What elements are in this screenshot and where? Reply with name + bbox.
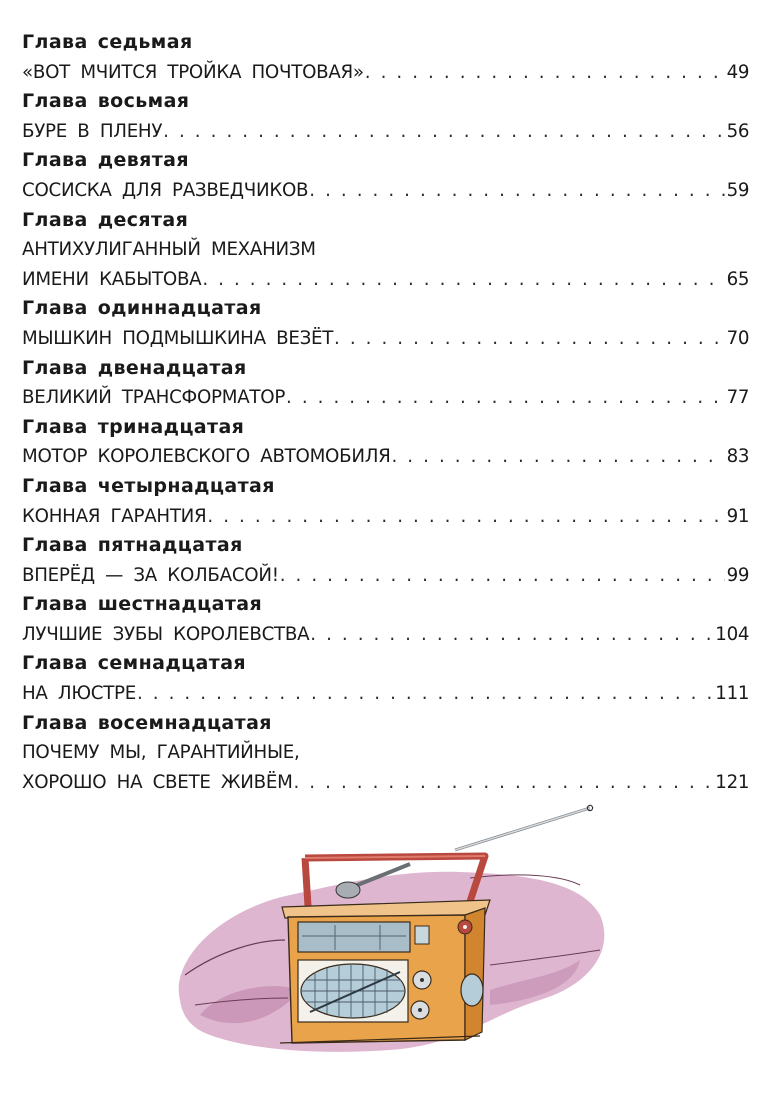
chapter-title-line (22, 620, 749, 650)
chapter-title-line (22, 58, 749, 88)
dot-leader (309, 176, 724, 206)
dot-leader (310, 620, 713, 650)
chapter-heading: Глава пятнадцатая (22, 534, 243, 557)
chapter-title: ПОЧЕМУ МЫ, ГАРАНТИЙНЫЕ, (22, 741, 300, 764)
chapter-heading: Глава шестнадцатая (22, 593, 263, 616)
chapter-title-continued: ХОРОШО НА СВЕТЕ ЖИВЁМ (22, 770, 293, 793)
chapter-title-line (22, 502, 749, 532)
toc-entry-chapter-17[interactable] (22, 649, 749, 708)
chapter-heading: Глава четырнадцатая (22, 474, 275, 497)
chapter-title-line (22, 679, 749, 709)
dot-leader (286, 383, 725, 413)
chapter-title: «ВОТ МЧИТСЯ ТРОЙКА ПОЧТОВАЯ» (22, 60, 364, 83)
table-of-contents (22, 28, 749, 797)
toc-entry-chapter-18[interactable] (22, 709, 749, 798)
toc-entry-chapter-15[interactable] (22, 531, 749, 590)
page-number: 83 (726, 445, 750, 468)
dot-leader (280, 561, 725, 591)
chapter-title-line (22, 738, 749, 768)
chapter-heading: Глава тринадцатая (22, 415, 245, 438)
toc-entry-chapter-9[interactable] (22, 146, 749, 205)
page-number: 59 (726, 178, 750, 201)
page-number: 56 (726, 119, 750, 142)
page-number: 111 (715, 682, 750, 705)
chapter-title: МОТОР КОРОЛЕВСКОГО АВТОМОБИЛЯ (22, 445, 391, 468)
chapter-title: БУРЕ В ПЛЕНУ (22, 119, 163, 142)
chapter-heading: Глава двенадцатая (22, 356, 247, 379)
chapter-heading: Глава восемнадцатая (22, 711, 272, 734)
toc-entry-chapter-7[interactable] (22, 28, 749, 87)
chapter-title-line (22, 265, 749, 295)
chapter-title-line (22, 561, 749, 591)
chapter-heading: Глава седьмая (22, 31, 193, 53)
chapter-title: ЛУЧШИЕ ЗУБЫ КОРОЛЕВСТВА (22, 622, 310, 645)
page-number: 65 (726, 267, 750, 290)
chapter-heading: Глава восьмая (22, 90, 190, 113)
page-number: 91 (726, 504, 750, 527)
chapter-title-line (22, 324, 749, 354)
chapter-title-line (22, 442, 749, 472)
toc-entry-chapter-12[interactable] (22, 354, 749, 413)
chapter-title: СОСИСКА ДЛЯ РАЗВЕДЧИКОВ (22, 178, 309, 201)
page-number: 104 (715, 622, 750, 645)
dot-leader (207, 502, 724, 532)
radio-illustration (160, 800, 620, 1090)
chapter-heading: Глава одиннадцатая (22, 297, 262, 320)
chapter-heading: Глава десятая (22, 208, 189, 231)
toc-entry-chapter-14[interactable] (22, 472, 749, 531)
dot-leader (293, 768, 713, 798)
dot-leader (365, 58, 725, 88)
chapter-heading: Глава девятая (22, 149, 189, 172)
chapter-title-continued: ИМЕНИ КАБЫТОВА (22, 267, 202, 290)
page-number: 99 (726, 563, 750, 586)
page-number: 70 (726, 326, 750, 349)
chapter-title-line (22, 176, 749, 206)
dot-leader (163, 117, 725, 147)
dot-leader (202, 265, 724, 295)
dot-leader (334, 324, 725, 354)
chapter-heading: Глава семнадцатая (22, 652, 247, 675)
chapter-title: МЫШКИН ПОДМЫШКИНА ВЕЗЁТ (22, 326, 334, 349)
chapter-title-line (22, 383, 749, 413)
toc-entry-chapter-11[interactable] (22, 294, 749, 353)
toc-entry-chapter-8[interactable] (22, 87, 749, 146)
chapter-title: ВЕЛИКИЙ ТРАНСФОРМАТОР (22, 386, 286, 409)
dot-leader (391, 442, 724, 472)
chapter-title: ВПЕРЁД — ЗА КОЛБАСОЙ! (22, 563, 279, 586)
radio-icon (160, 800, 620, 1090)
dot-leader (137, 679, 713, 709)
chapter-title-line (22, 768, 749, 798)
page-number: 49 (726, 60, 750, 83)
toc-entry-chapter-13[interactable] (22, 413, 749, 472)
page-number: 77 (726, 386, 750, 409)
page-number: 121 (715, 770, 750, 793)
toc-entry-chapter-16[interactable] (22, 590, 749, 649)
chapter-title-line (22, 117, 749, 147)
toc-entry-chapter-10[interactable] (22, 206, 749, 295)
chapter-title-line (22, 235, 749, 265)
chapter-title: КОННАЯ ГАРАНТИЯ (22, 504, 207, 527)
chapter-title: АНТИХУЛИГАННЫЙ МЕХАНИЗМ (22, 238, 316, 261)
chapter-title: НА ЛЮСТРЕ (22, 682, 137, 705)
